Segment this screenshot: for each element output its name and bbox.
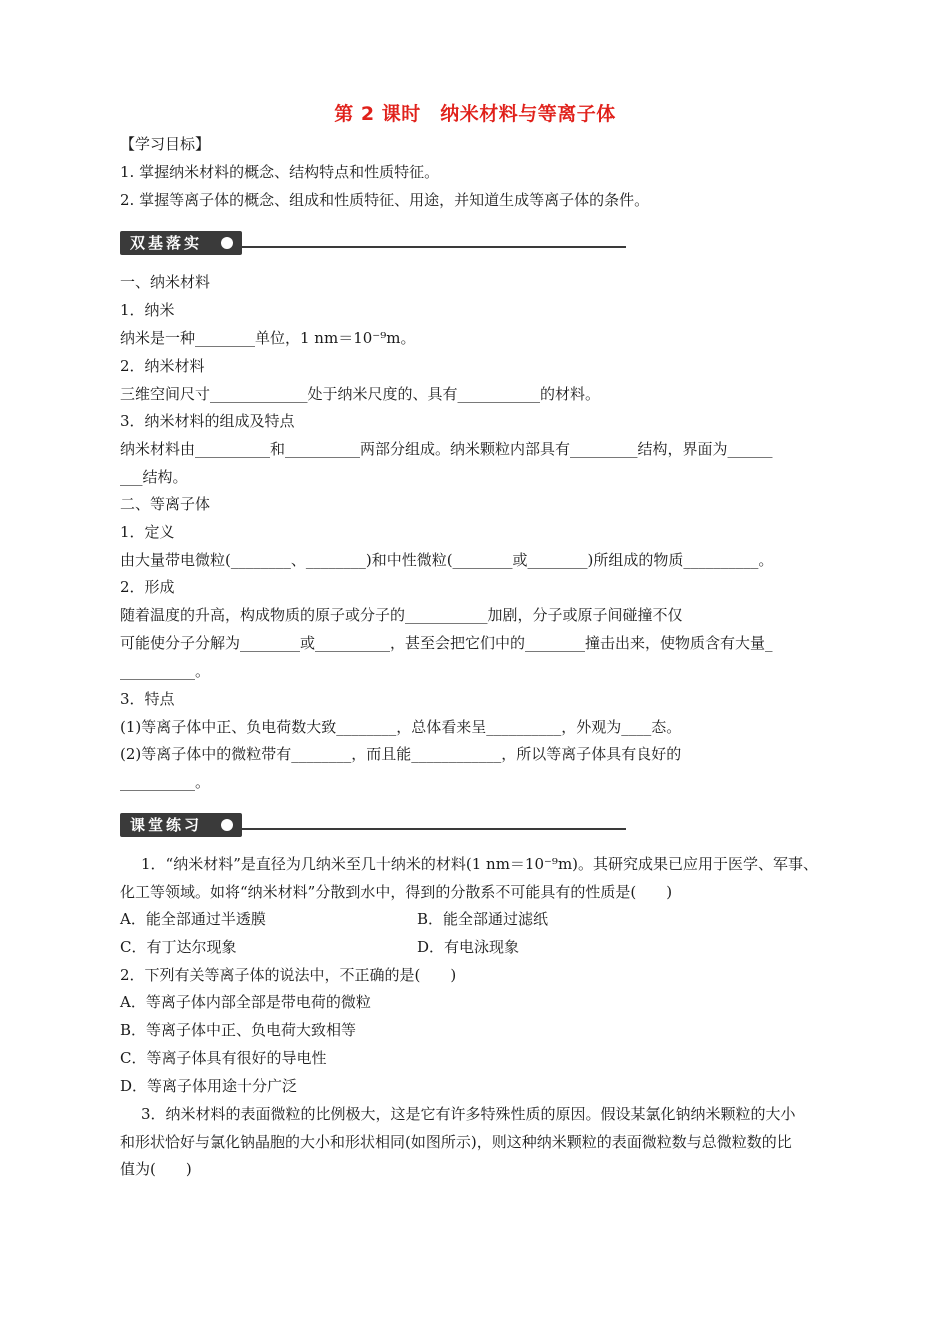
question-stem: 2．下列有关等离子体的说法中，不正确的是( ) [120,966,457,984]
banner-label: 课堂练习 [130,816,203,834]
option-a: A．等离子体内部全部是带电荷的微粒 [120,993,371,1011]
banner-label: 双基落实 [130,234,203,252]
objectives-heading: 【学习目标】 [120,135,211,153]
section-line: 可能使分子分解为________或__________，甚至会把它们中的________撞击出来，使物质含有大量_ [120,634,773,652]
section-line: __________。 [120,662,211,680]
option-c: C．有丁达尔现象 [120,938,237,956]
option-d: D．等离子体用途十分广泛 [120,1077,298,1095]
section-line: 纳米材料由__________和__________两部分组成。纳米颗粒内部具有_________结构，界面为______ [120,440,773,458]
objective-item: 2. 掌握等离子体的概念、组成和性质特征、用途，并知道生成等离子体的条件。 [120,191,650,209]
section-line: 3．纳米材料的组成及特点 [120,412,295,430]
section-line: (1)等离子体中正、负电荷数大致________，总体看来呈__________，外观为____态。 [120,718,682,736]
banner-rule [242,246,626,248]
bullet-dot-icon [221,819,233,831]
question-stem: 和形状恰好与氯化钠晶胞的大小和形状相同(如图所示)，则这种纳米颗粒的表面微粒数与总微粒数的比 [120,1133,792,1151]
section-line: ___结构。 [120,468,188,486]
section-line: 三维空间尺寸_____________处于纳米尺度的、具有___________的材料。 [120,385,601,403]
option-b: B．等离子体中正、负电荷大致相等 [120,1021,357,1039]
section-line: 纳米是一种________单位，1 nm＝10⁻⁹m。 [120,329,416,347]
option-b: B．能全部通过滤纸 [417,910,549,928]
option-a: A．能全部通过半透膜 [120,910,266,928]
question-stem: 化工等领域。如将“纳米材料”分散到水中，得到的分散系不可能具有的性质是( ) [120,883,673,901]
section-line: __________。 [120,773,211,791]
banner-tag [120,813,242,837]
section-line: 1．纳米 [120,301,175,319]
question-stem: 3．纳米材料的表面微粒的比例极大，这是它有许多特殊性质的原因。假设某氯化钠纳米颗粒的大小 [141,1105,796,1123]
section-line: (2)等离子体中的微粒带有________，而且能____________，所以等离子体具有良好的 [120,745,682,763]
section-banner-basics [120,231,510,255]
section-line: 由大量带电微粒(________、________)和中性微粒(________或________)所组成的物质__________。 [120,551,774,569]
section-line: 随着温度的升高，构成物质的原子或分子的___________加剧，分子或原子间碰撞不仅 [120,606,683,624]
section-banner-practice [120,813,510,837]
section-line: 一、纳米材料 [120,273,211,291]
question-stem: 1．“纳米材料”是直径为几纳米至几十纳米的材料(1 nm＝10⁻⁹m)。其研究成果已应用于医学、军事、 [141,855,819,873]
option-d: D．有电泳现象 [417,938,520,956]
banner-tag [120,231,242,255]
banner-rule [242,828,626,830]
section-line: 二、等离子体 [120,495,211,513]
question-stem: 值为( ) [120,1160,192,1178]
section-line: 2．形成 [120,578,175,596]
section-line: 2．纳米材料 [120,357,205,375]
section-line: 3．特点 [120,690,175,708]
bullet-dot-icon [221,237,233,249]
objective-item: 1. 掌握纳米材料的概念、结构特点和性质特征。 [120,163,440,181]
page-title: 第 2 课时 纳米材料与等离子体 [334,103,616,125]
option-c: C．等离子体具有很好的导电性 [120,1049,327,1067]
section-line: 1．定义 [120,523,175,541]
